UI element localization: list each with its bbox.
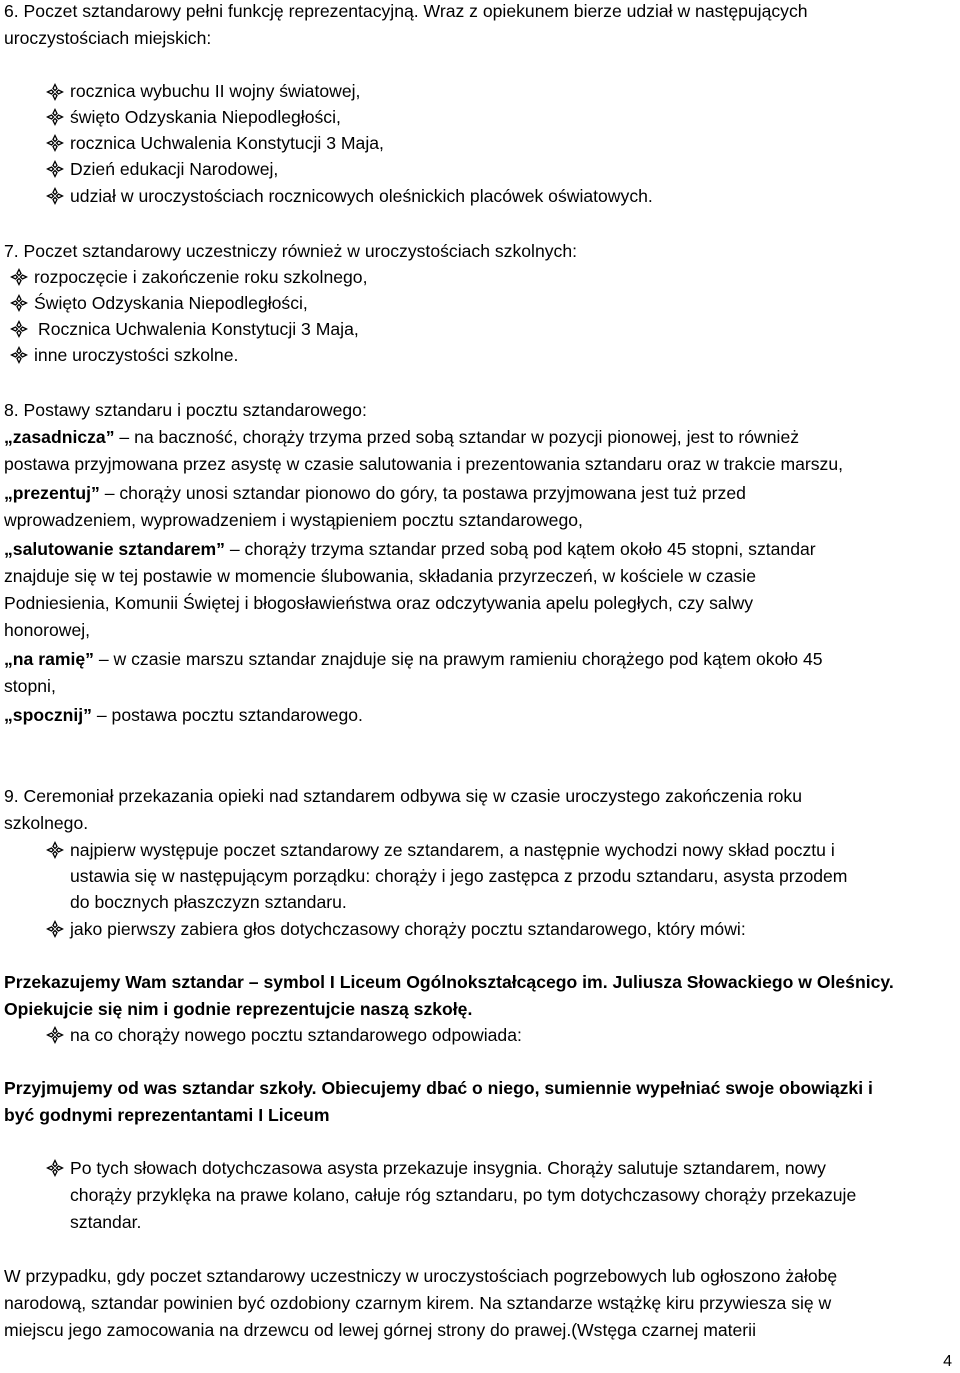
s9-quote-1-line: Przekazujemy Wam sztandar – symbol I Liceum Ogólnokształcącego im. Juliusza Słowackiego w Oleśnicy.	[4, 972, 894, 992]
s8-desc: – chorąży trzyma sztandar przed sobą pod kątem około 45 stopni, sztandar	[229, 539, 816, 559]
final-line: narodową, sztandar powinien być ozdobiony czarnym kirem. Na sztandarze wstążkę kiru przywiesza się w	[4, 1293, 832, 1313]
final-line: miejscu jego zamocowania na drzewcu od lewej górnej strony do prawej.(Wstęga czarnej materii	[4, 1320, 756, 1340]
s6-item: święto Odzyskania Niepodległości,	[70, 107, 341, 127]
diamond-bullet-icon	[46, 134, 64, 152]
diamond-bullet-icon	[46, 108, 64, 126]
diamond-bullet-icon	[46, 187, 64, 205]
s8-desc: – na baczność, chorąży trzyma przed sobą sztandar w pozycji pionowej, jest to również	[119, 427, 800, 447]
s9-bullet-4-line: chorąży przyklęka na prawe kolano, całuje róg sztandaru, po tym dotychczasowy chorąży przekazuje	[70, 1185, 857, 1205]
s6-item: Dzień edukacji Narodowej,	[70, 159, 279, 179]
diamond-bullet-icon	[46, 83, 64, 101]
s8-posture-zasadnicza	[4, 426, 799, 448]
diamond-bullet-icon	[10, 320, 28, 338]
s8-line: postawa przyjmowana przez asystę w czasie salutowania i prezentowania sztandaru oraz w trakcie marszu,	[4, 454, 844, 474]
s6-item: rocznica wybuchu II wojny światowej,	[70, 81, 361, 101]
s8-desc: – w czasie marszu sztandar znajduje się na prawym ramieniu chorążego pod kątem około 45	[98, 649, 823, 669]
s9-bullet-4-line: sztandar.	[70, 1212, 142, 1232]
diamond-bullet-icon	[46, 841, 64, 859]
s9-line-2: szkolnego.	[4, 813, 89, 833]
s8-line: Podniesienia, Komunii Świętej i błogosławieństwa oraz odczytywania apelu poległych, czy salwy	[4, 593, 754, 613]
s7-item: Rocznica Uchwalenia Konstytucji 3 Maja,	[38, 319, 359, 339]
s8-term: „prezentuj”	[4, 483, 100, 503]
s8-line: honorowej,	[4, 620, 91, 640]
s9-bullet-1-line: do bocznych płaszczyzn sztandaru.	[70, 892, 347, 912]
s8-term: „salutowanie sztandarem”	[4, 539, 225, 559]
s8-desc: – postawa pocztu sztandarowego.	[96, 705, 363, 725]
s9-bullet-2: jako pierwszy zabiera głos dotychczasowy chorąży pocztu sztandarowego, który mówi:	[70, 919, 746, 939]
s7-item: Święto Odzyskania Niepodległości,	[34, 293, 308, 313]
s6-item: udział w uroczystościach rocznicowych oleśnickich placówek oświatowych.	[70, 186, 653, 206]
s8-line: znajduje się w tej postawie w momencie ślubowania, składania przyrzeczeń, w kościele w czasie	[4, 566, 756, 586]
s8-posture-spocznij	[4, 704, 363, 726]
s8-posture-salutowanie	[4, 538, 816, 560]
diamond-bullet-icon	[46, 920, 64, 938]
s8-term: „na ramię”	[4, 649, 94, 669]
s9-quote-1-line: Opiekujcie się nim i godnie reprezentujcie naszą szkołę.	[4, 999, 473, 1019]
s6-line-2: uroczystościach miejskich:	[4, 28, 212, 48]
s7-item: inne uroczystości szkolne.	[34, 345, 239, 365]
s8-line: stopni,	[4, 676, 56, 696]
s8-desc: – chorąży unosi sztandar pionowo do góry, ta postawa przyjmowana jest tuż przed	[104, 483, 746, 503]
s8-posture-na-ramie	[4, 648, 823, 670]
diamond-bullet-icon	[10, 346, 28, 364]
diamond-bullet-icon	[46, 1159, 64, 1177]
s9-bullet-4-line: Po tych słowach dotychczasowa asysta przekazuje insygnia. Chorąży salutuje sztandarem, nowy	[70, 1158, 826, 1178]
s7-item: rozpoczęcie i zakończenie roku szkolnego,	[34, 267, 368, 287]
s9-bullet-1-line: najpierw występuje poczet sztandarowy ze sztandarem, a następnie wychodzi nowy skład pocztu i	[70, 840, 835, 860]
s8-term: „spocznij”	[4, 705, 92, 725]
s8-line-1: 8. Postawy sztandaru i pocztu sztandarowego:	[4, 400, 367, 420]
diamond-bullet-icon	[10, 294, 28, 312]
final-line: W przypadku, gdy poczet sztandarowy uczestniczy w uroczystościach pogrzebowych lub ogłoszono żałobę	[4, 1266, 838, 1286]
s9-line-1: 9. Ceremoniał przekazania opieki nad sztandarem odbywa się w czasie uroczystego zakończenia roku	[4, 786, 802, 806]
s6-line-1: 6. Poczet sztandarowy pełni funkcję reprezentacyjną. Wraz z opiekunem bierze udział w następujących	[4, 1, 808, 21]
s6-item: rocznica Uchwalenia Konstytucji 3 Maja,	[70, 133, 384, 153]
page-number: 4	[943, 1353, 952, 1370]
diamond-bullet-icon	[10, 268, 28, 286]
diamond-bullet-icon	[46, 1026, 64, 1044]
s9-quote-2-line: być godnymi reprezentantami I Liceum	[4, 1105, 330, 1125]
s9-quote-2-line: Przyjmujemy od was sztandar szkoły. Obiecujemy dbać o niego, sumiennie wypełniać swoje obowiązki i	[4, 1078, 873, 1098]
diamond-bullet-icon	[46, 160, 64, 178]
s9-bullet-1-line: ustawia się w następującym porządku: chorąży i jego zastępca z przodu sztandaru, asysta przodem	[70, 866, 848, 886]
s9-bullet-3: na co chorąży nowego pocztu sztandarowego odpowiada:	[70, 1025, 522, 1045]
s8-posture-prezentuj	[4, 482, 746, 504]
s8-line: wprowadzeniem, wyprowadzeniem i wystąpieniem pocztu sztandarowego,	[4, 510, 583, 530]
s8-term: „zasadnicza”	[4, 427, 115, 447]
s7-line-1: 7. Poczet sztandarowy uczestniczy również w uroczystościach szkolnych:	[4, 241, 577, 261]
